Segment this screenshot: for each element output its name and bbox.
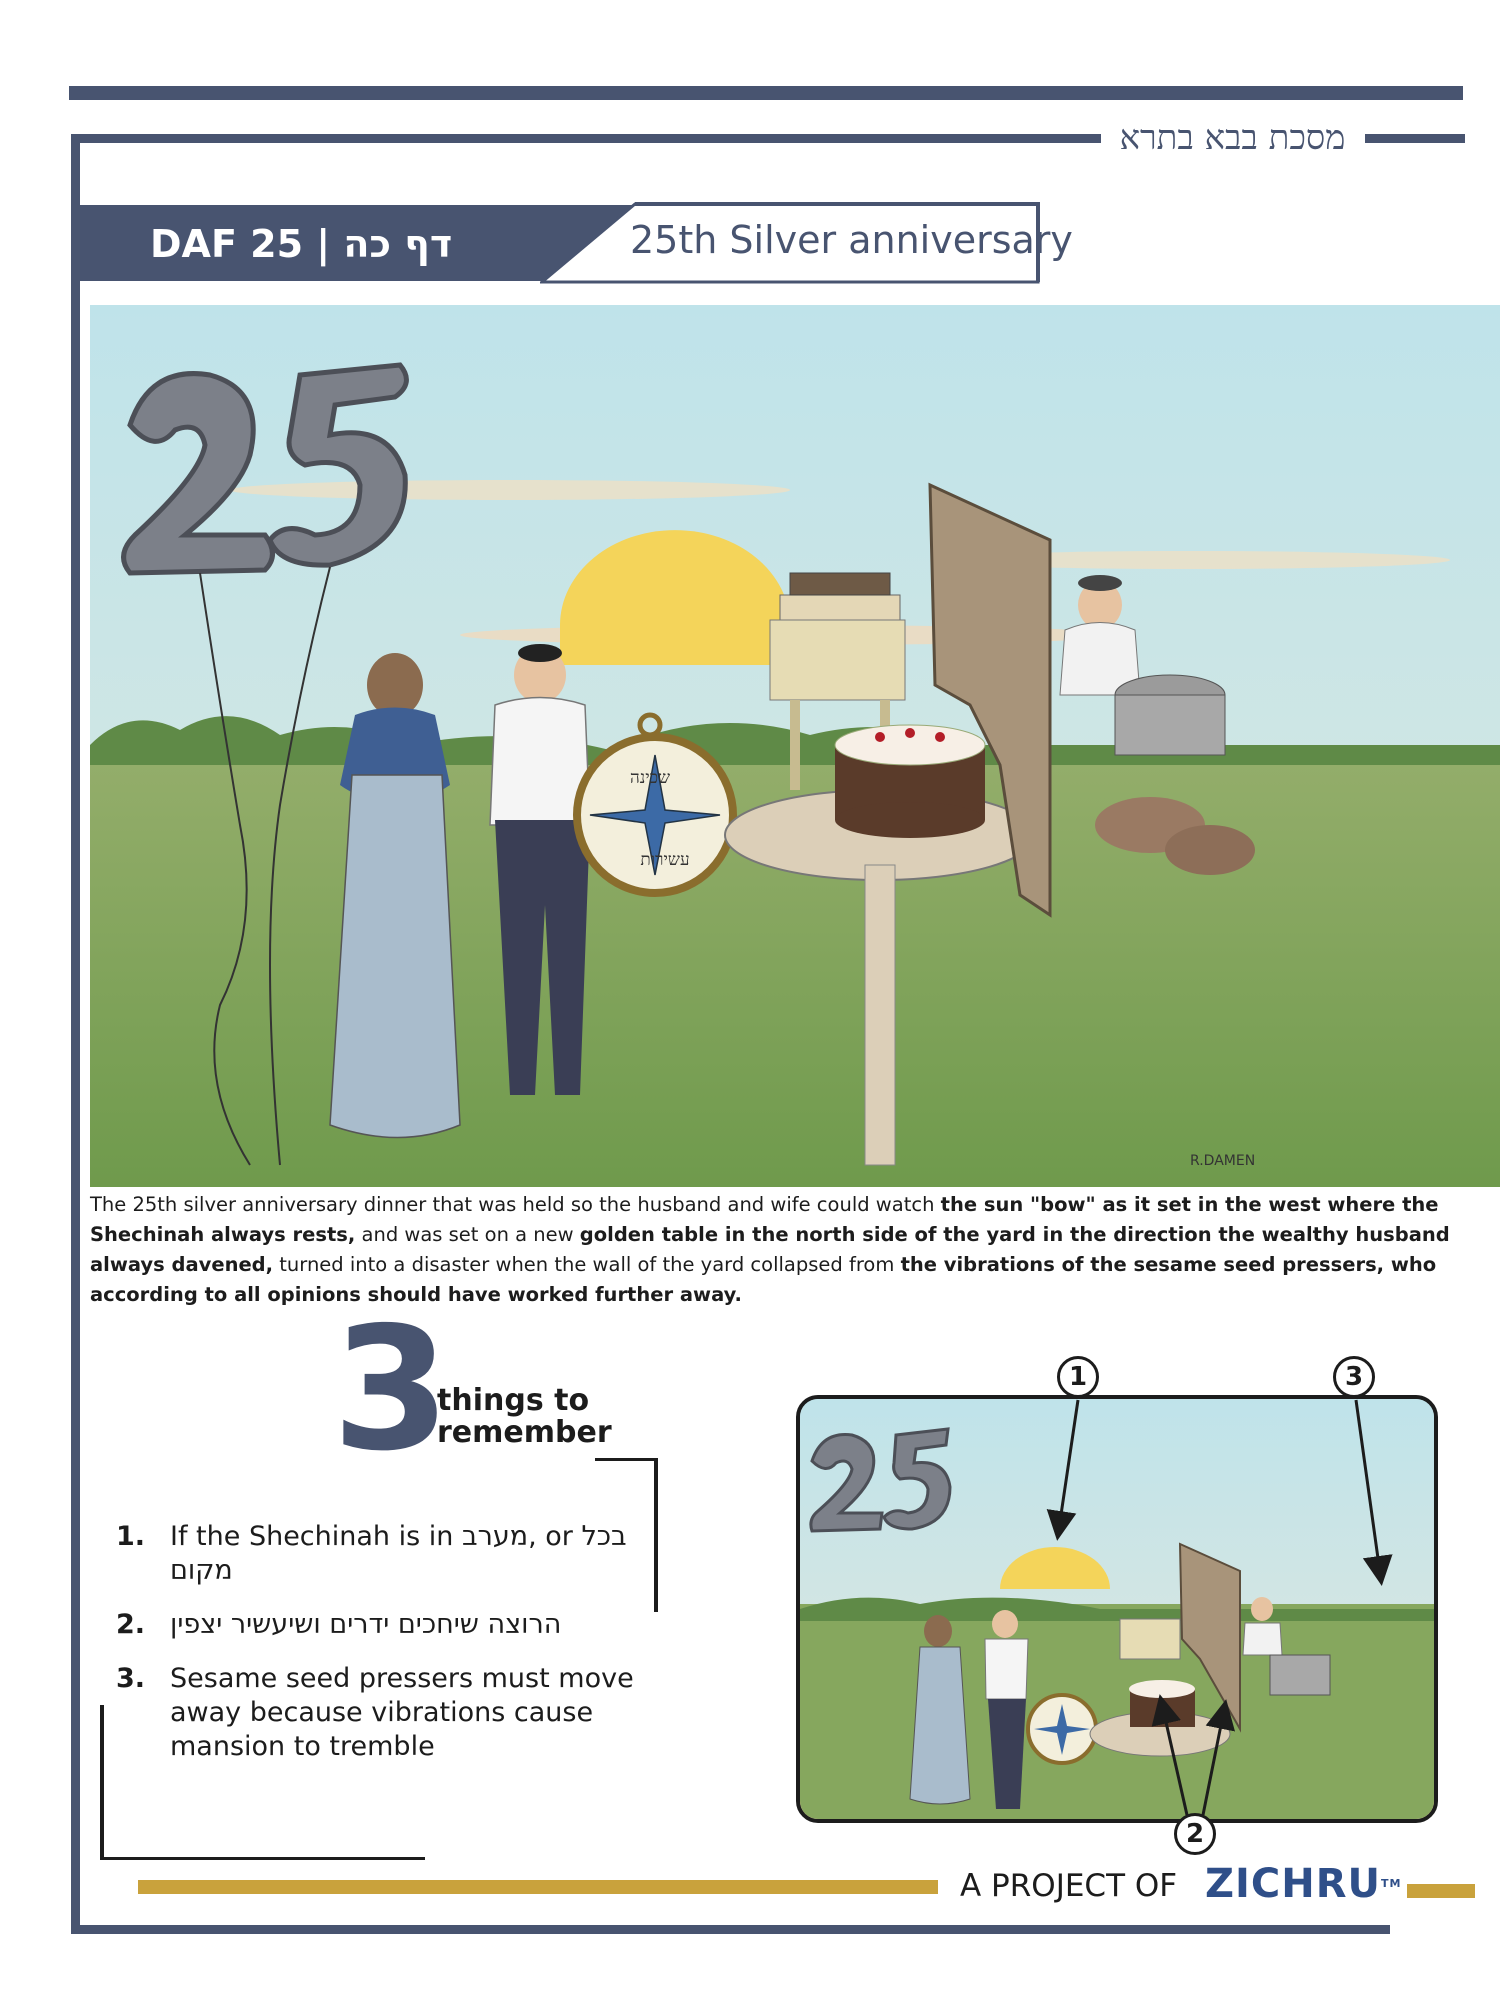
- artist-signature: R.DAMEN: [1190, 1153, 1256, 1169]
- marker-1: 1: [1057, 1356, 1099, 1398]
- compass-bottom-label: עשירות: [640, 850, 690, 870]
- tractate-line: [1365, 134, 1465, 143]
- footer-gold-line-right: [1407, 1884, 1475, 1898]
- thumbnail-illustration: [796, 1395, 1438, 1823]
- list-item: 2. הרוצה שיחכים ידרים ושיעשיר יצפין: [116, 1609, 562, 1640]
- frame-bottom-line: [71, 1925, 1390, 1934]
- marker-2: 2: [1174, 1813, 1216, 1855]
- top-bar: [69, 86, 1463, 100]
- brand-logo: ZICHRU™: [1205, 1861, 1402, 1907]
- project-label: A PROJECT OF: [960, 1868, 1178, 1904]
- tractate-title: מסכת בבא בתרא: [1119, 118, 1346, 158]
- big-number-3: 3: [332, 1291, 451, 1489]
- daf-label: DAF 25 | דף כה: [150, 222, 453, 266]
- frame-left-line: [71, 134, 80, 1934]
- footer-gold-line-left: [138, 1880, 938, 1894]
- list-item: 1. If the Shechinah is in מערב, or בכל מקום: [116, 1521, 627, 1586]
- things-heading-line1: things to: [437, 1383, 590, 1418]
- list-item: 3. Sesame seed pressers must move away because vibrations cause mansion to tremble: [116, 1663, 634, 1762]
- compass-top-label: שכינה: [629, 768, 671, 788]
- main-illustration: [90, 305, 1500, 1187]
- things-heading-line2: remember: [437, 1415, 612, 1450]
- marker-3: 3: [1333, 1356, 1375, 1398]
- page-title: 25th Silver anniversary: [630, 218, 1073, 262]
- remember-list: [112, 1520, 652, 1784]
- frame-top-line: [71, 134, 1101, 143]
- illustration-caption: The 25th silver anniversary dinner that was held so the husband and wife could watch the sun "bow" as it set in the west where the Shechinah always rests, and was set on a new golden table in the north side of the yard in the direction the wealthy husband always davened, turned into a disaster when the wall of the yard collapsed from the vibrations of the sesame seed pressers, who according to all opinions should have worked further away.: [90, 1193, 1450, 1306]
